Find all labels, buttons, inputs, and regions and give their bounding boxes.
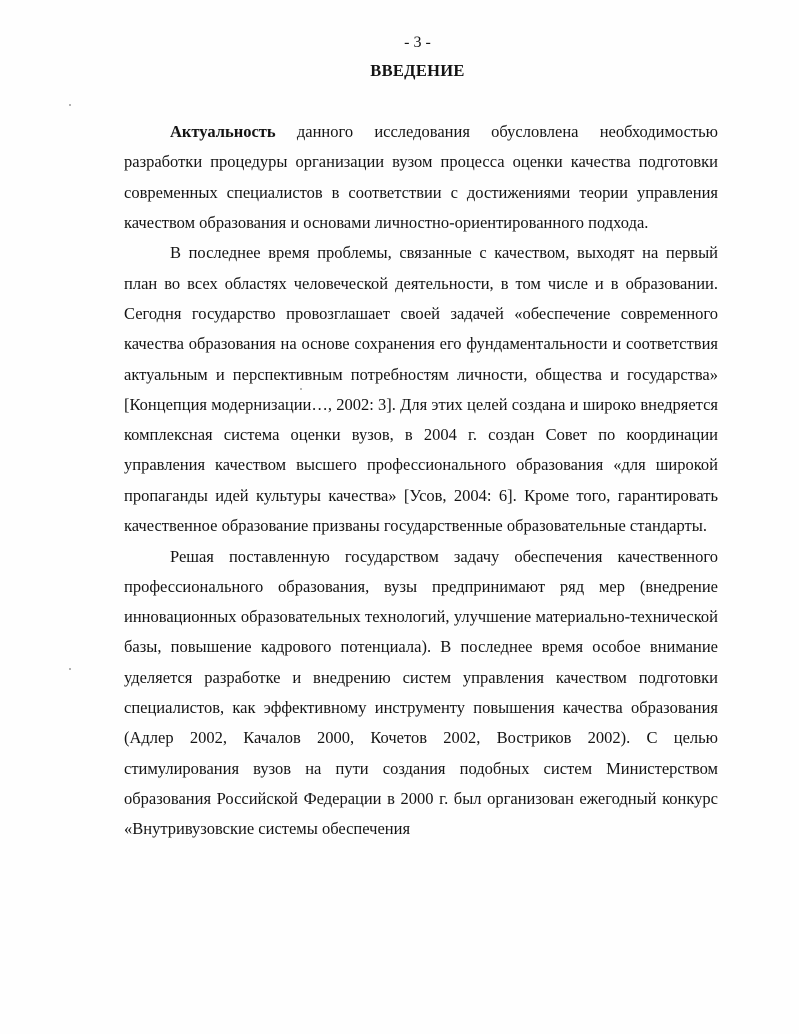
paragraph-text: Решая поставленную государством задачу обеспечения качественного профессионального образования, вузы предпринимают ряд мер (внедрение инновационных образовательных технологий, улучшение материально-технической базы, повышение кадрового потенциала). В последнее время особое внимание уделяется разработке и внедрению систем управления качеством подготовки специалистов, как эффективному инструменту повышения качества образования (Адлер 2002, Качалов 2000, Кочетов 2002, Востриков 2002). С целью стимулирования вузов на пути создания подобных систем Министерством образования Российской Федерации в 2000 г. был организован ежегодный конкурс «Внутривузовские системы обеспечения xyxy=(124,546,718,839)
section-title: ВВЕДЕНИЕ xyxy=(370,61,465,80)
body-text xyxy=(124,117,718,845)
scan-speck xyxy=(69,668,71,670)
paragraph-actuality xyxy=(124,117,718,238)
paragraph-university-measures xyxy=(124,542,718,845)
scan-speck xyxy=(69,104,71,106)
scan-speck xyxy=(300,388,302,390)
paragraph-text: В последнее время проблемы, связанные с качеством, выходят на первый план во всех областях человеческой деятельности, в том числе и в образовании. Сегодня государство провозглашает своей задачей «обеспечение современного качества образования на основе сохранения его фундаментальности и соответствия актуальным и перспективным потребностям личности, общества и государства» [Концепция модернизации…, 2002: 3]. Для этих целей создана и широко внедряется комплексная система оценки вузов, в 2004 г. создан Совет по координации управления качеством высшего профессионального образования «для широкой пропаганды идей культуры качества» [Усов, 2004: 6]. Кроме того, гарантировать качественное образование призваны государственные образовательные стандарты. xyxy=(124,243,718,536)
paragraph-lead-term: Актуальность xyxy=(170,122,276,141)
paragraph-quality-problems xyxy=(124,238,718,541)
paragraph-text: данного исследования обусловлена необходимостью разработки процедуры организации вузом процесса оценки качества подготовки современных специалистов в соответствии с достижениями теории управления качеством образования и основами личностно-ориентированного подхода. xyxy=(124,122,718,232)
page-number: - 3 - xyxy=(404,34,431,51)
